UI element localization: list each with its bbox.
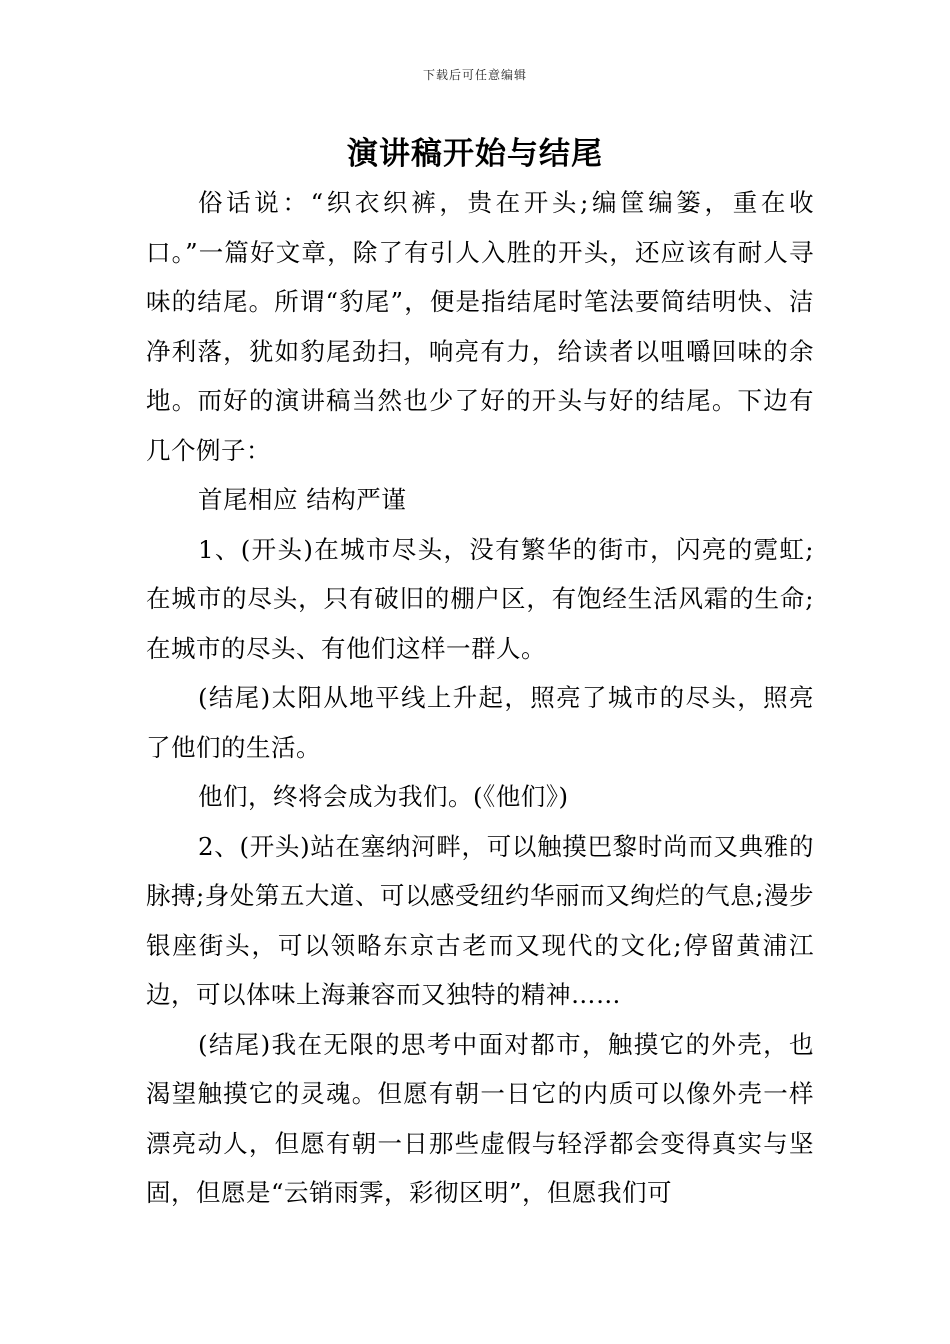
document-body	[146, 178, 814, 1218]
paragraph-example-2-ending: (结尾)我在无限的思考中面对都市，触摸它的外壳，也渴望触摸它的灵魂。但愿有朝一日它的内质可以像外壳一样漂亮动人，但愿有朝一日那些虚假与轻浮都会变得真实与坚固，但愿是“云销雨霁，彩彻区明”，但愿我们可	[146, 1029, 814, 1207]
paragraph-intro: 俗话说：“织衣织裤，贵在开头;编筐编篓，重在收口。”一篇好文章，除了有引人入胜的开头，还应该有耐人寻味的结尾。所谓“豹尾”，便是指结尾时笔法要简结明快、洁净利落，犹如豹尾劲扫，响亮有力，给读者以咀嚼回味的余地。而好的演讲稿当然也少了好的开头与好的结尾。下边有几个例子：	[146, 188, 814, 465]
document-title: 演讲稿开始与结尾	[347, 136, 603, 172]
paragraph-example-1-opening: 1、(开头)在城市尽头，没有繁华的街市，闪亮的霓虹;在城市的尽头，只有破旧的棚户区，有饱经生活风霜的生命;在城市的尽头、有他们这样一群人。	[146, 534, 814, 663]
paragraph-example-2-opening: 2、(开头)站在塞纳河畔，可以触摸巴黎时尚而又典雅的脉搏;身处第五大道、可以感受纽约华丽而又绚烂的气息;漫步银座街头，可以领略东京古老而又现代的文化;停留黄浦江边，可以体味上海兼容而又独特的精神……	[146, 831, 814, 1009]
paragraph-section-heading: 首尾相应 结构严谨	[198, 485, 407, 514]
paragraph-example-1-ending: (结尾)太阳从地平线上升起，照亮了城市的尽头，照亮了他们的生活。	[146, 683, 814, 762]
paragraph-example-1-closing-line: 他们，终将会成为我们。(《他们》)	[198, 782, 569, 811]
header-note: 下载后可任意编辑	[422, 68, 527, 82]
